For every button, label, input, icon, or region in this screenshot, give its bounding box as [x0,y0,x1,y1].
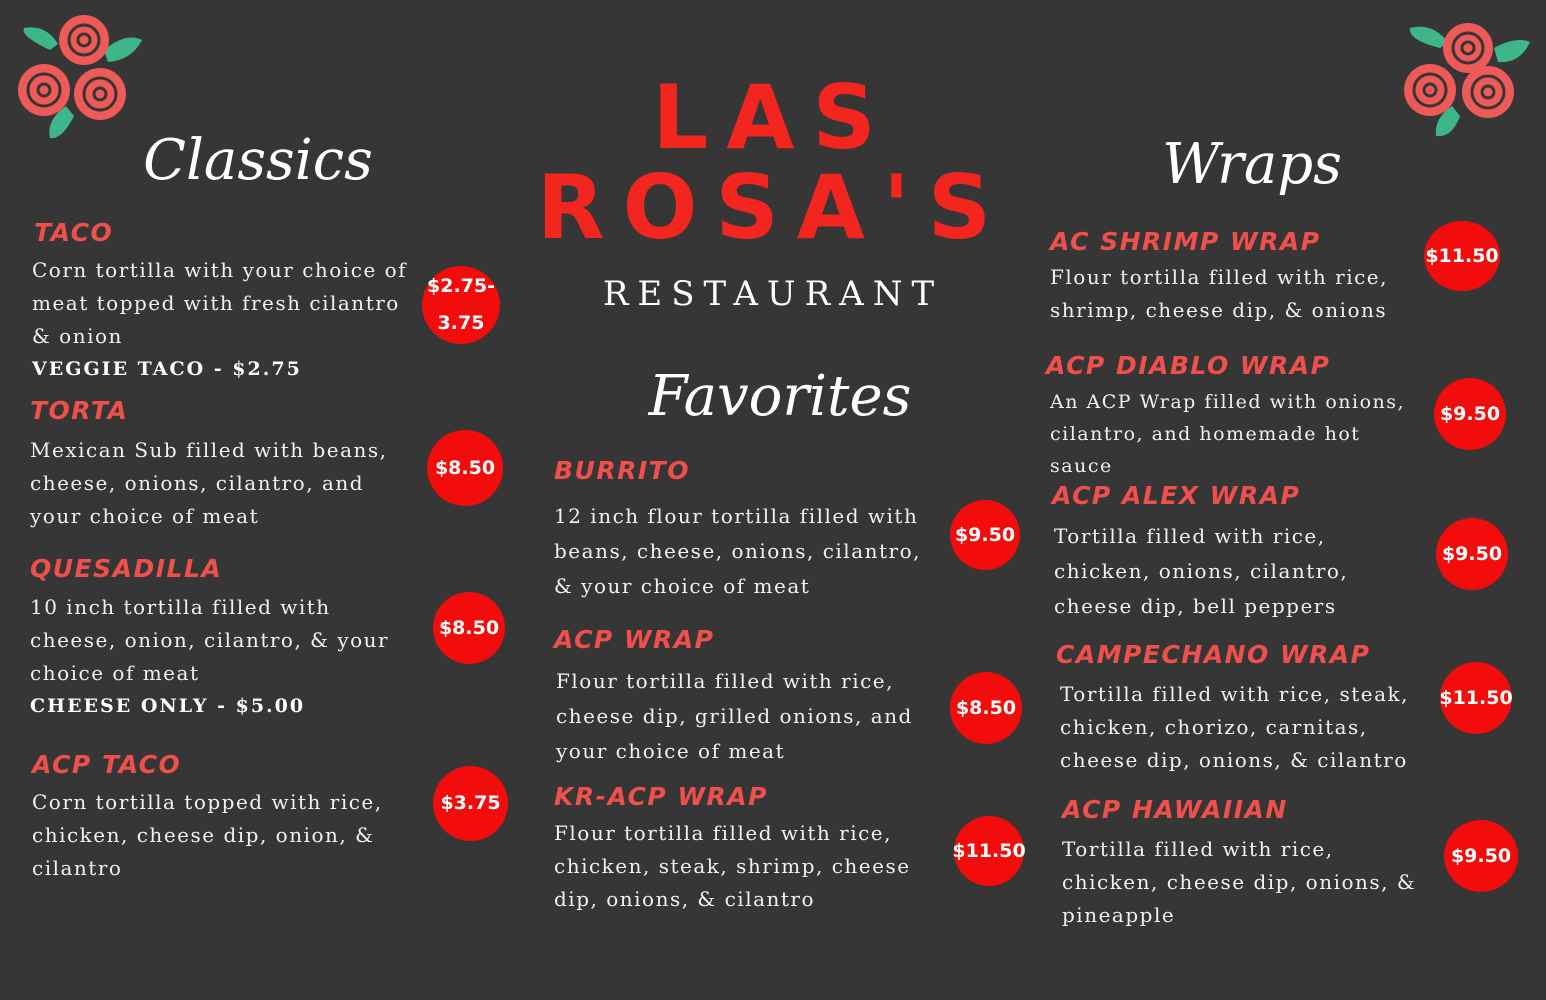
brand-title-line2: ROSA'S [536,156,1010,259]
item-name: TORTA [30,396,129,425]
item-name: QUESADILLA [30,554,223,583]
item-description: Flour tortilla filled with rice, shrimp, cheese dip, & onions [1050,265,1388,322]
item-name: ACP TACO [32,750,182,779]
item-name: BURRITO [554,456,690,485]
brand-subtitle: RESTAURANT [602,274,944,314]
price-line: $2.75- [427,275,495,297]
item-description: Tortilla filled with rice, steak, chicken, chorizo, carnitas, cheese dip, onions, & cilantro [1060,682,1410,772]
section-title-wraps: Wraps [1162,132,1342,197]
price-badge: $9.50 [950,500,1020,570]
item-description: Tortilla filled with rice, chicken, onions, cilantro, cheese dip, bell peppers [1054,524,1349,618]
item-name: ACP ALEX WRAP [1052,481,1301,510]
price-line: 3.75 [437,312,485,334]
price-badge [422,266,500,344]
item-description: Corn tortilla with your choice of meat topped with fresh cilantro & onion [32,258,408,348]
section-title-classics: Classics [143,128,373,193]
rose-icon [1443,23,1493,73]
item-description: An ACP Wrap filled with onions, cilantro, and homemade hot sauce [1050,391,1406,477]
item-description: 12 inch flour tortilla filled with beans, cheese, onions, cilantro, & your choice of meat [554,504,922,598]
item-description: Flour tortilla filled with rice, cheese dip, grilled onions, and your choice of meat [556,669,913,763]
price-badge: $11.50 [1424,221,1500,291]
item-extra: CHEESE ONLY - $5.00 [30,695,306,717]
item-name: ACP HAWAIIAN [1062,795,1288,824]
rose-icon [59,15,109,65]
price-badge: $8.50 [433,592,505,664]
brand-title-line1: LAS [652,66,894,169]
item-description: Mexican Sub filled with beans, cheese, onions, cilantro, and your choice of meat [30,438,388,528]
item-description: 10 inch tortilla filled with cheese, onion, cilantro, & your choice of meat [30,595,390,685]
item-extra: VEGGIE TACO - $2.75 [32,358,302,380]
price-badge: $9.50 [1434,378,1506,450]
item-name: ACP WRAP [554,625,715,654]
price-badge: $9.50 [1436,518,1508,590]
price-badge: $11.50 [954,816,1024,886]
item-description: Corn tortilla topped with rice, chicken, cheese dip, onion, & cilantro [32,790,383,880]
price-badge: $3.75 [433,766,508,841]
item-name: CAMPECHANO WRAP [1056,640,1371,669]
price-badge: $11.50 [1440,662,1512,734]
section-title-favorites: Favorites [648,364,912,429]
item-name: TACO [34,218,114,247]
item-description: Flour tortilla filled with rice, chicken, steak, shrimp, cheese dip, onions, & cilantro [554,821,911,911]
price-badge: $9.50 [1444,820,1518,892]
price-badge: $8.50 [950,672,1022,744]
price-badge: $8.50 [427,430,503,506]
item-description: Tortilla filled with rice, chicken, cheese dip, onions, & pineapple [1062,837,1417,927]
item-name: KR-ACP WRAP [554,782,768,811]
item-name: AC SHRIMP WRAP [1050,227,1321,256]
item-name: ACP DIABLO WRAP [1046,351,1331,380]
